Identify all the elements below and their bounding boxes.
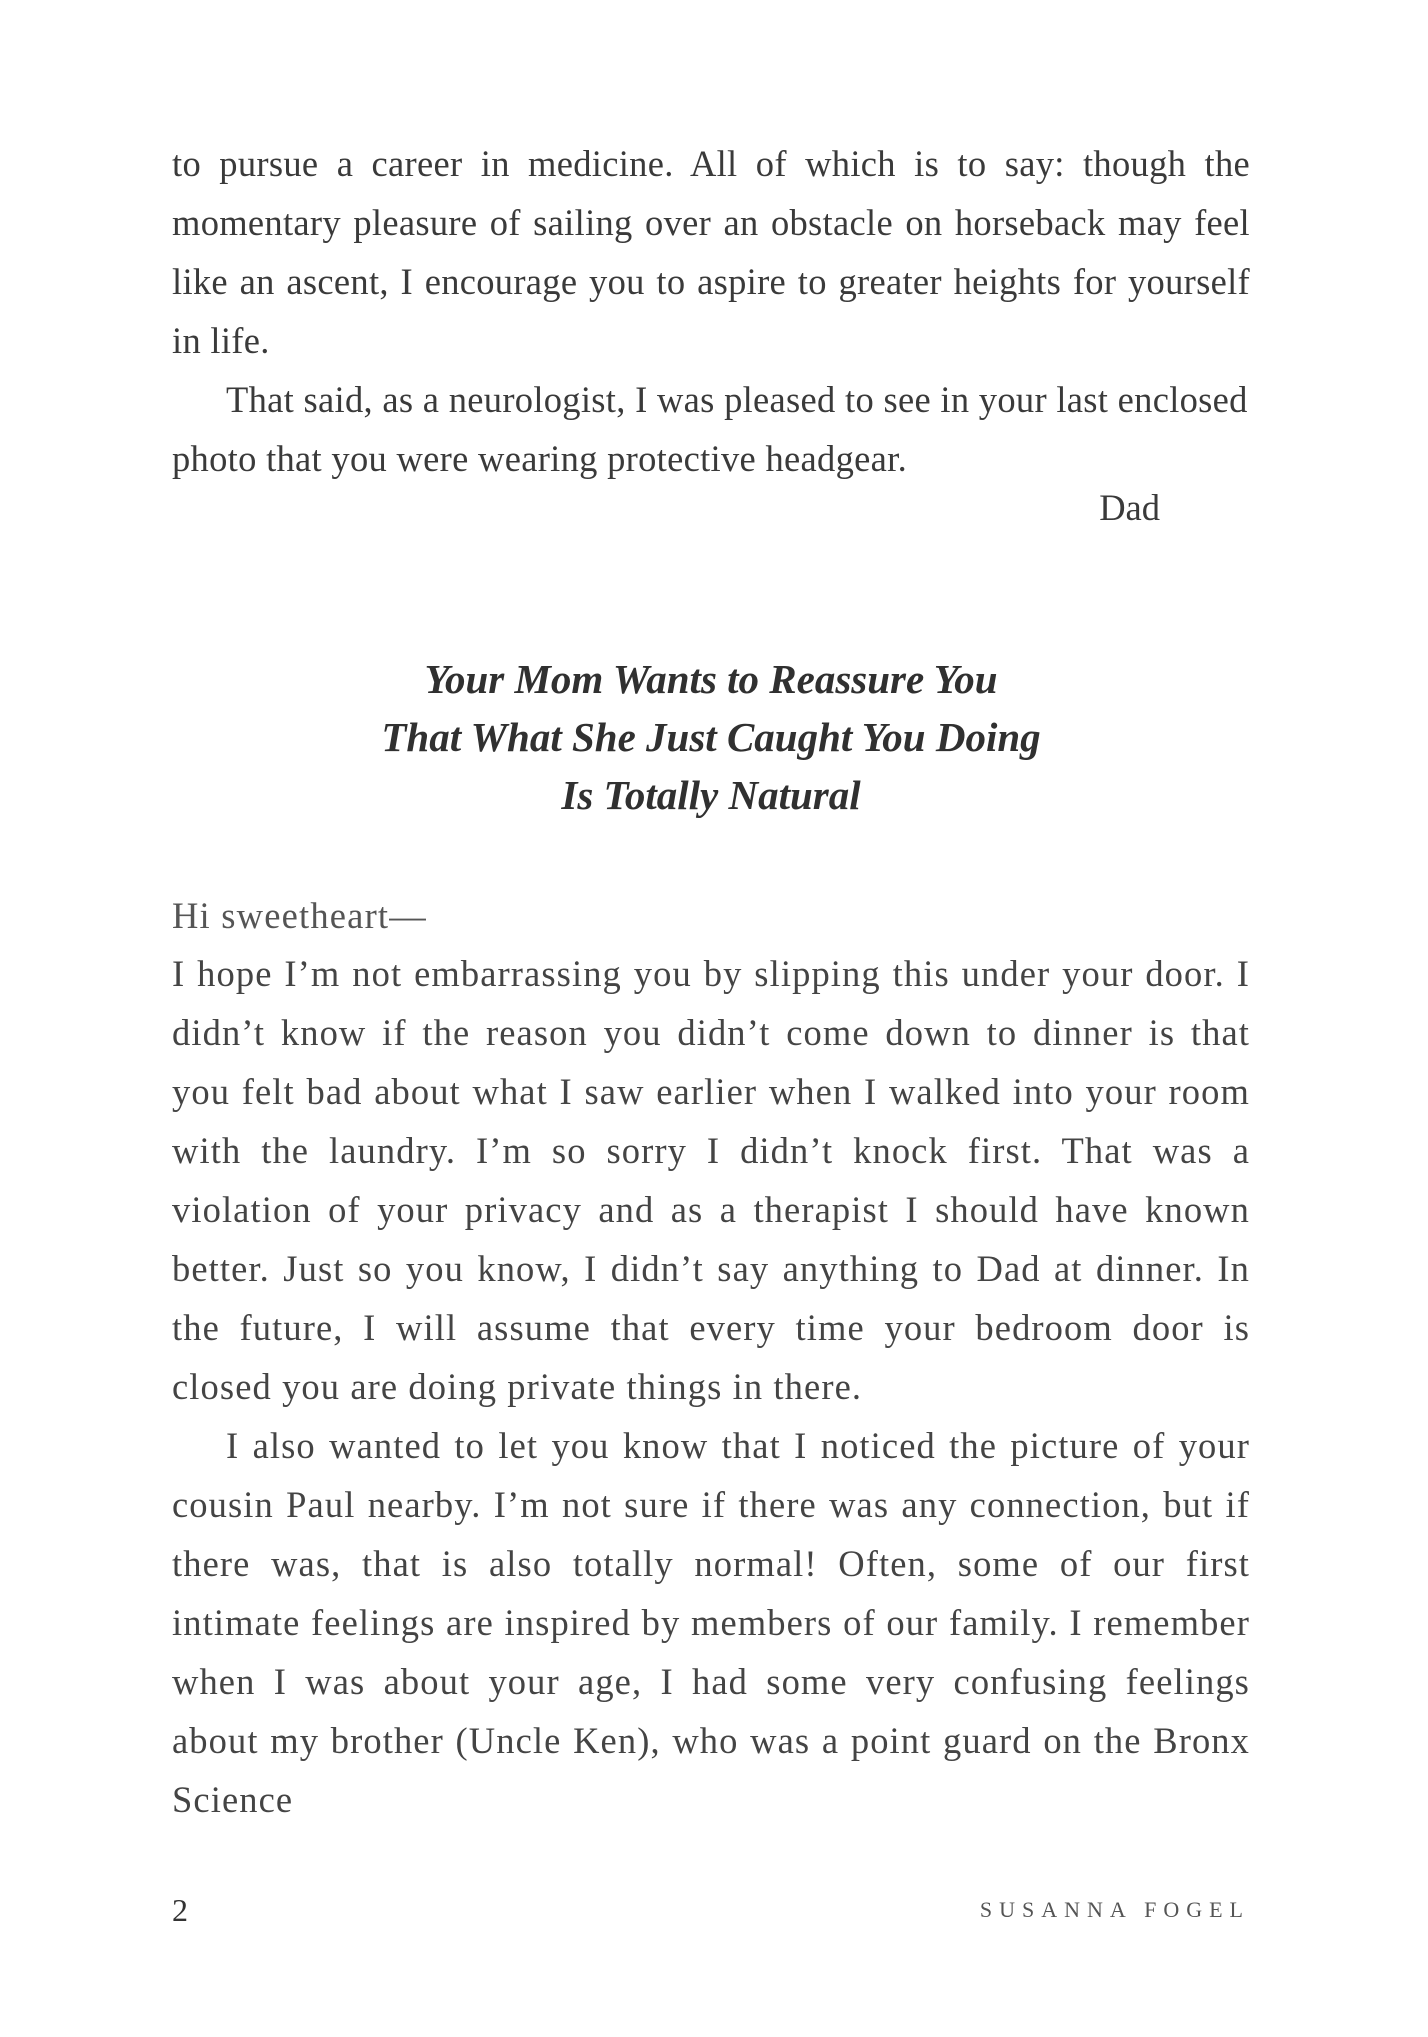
section-heading-line-2: That What She Just Caught You Doing — [381, 714, 1041, 760]
letter-two-salutation: Hi sweetheart— — [172, 895, 427, 936]
letter-one-signature: Dad — [1099, 487, 1160, 528]
letter-one-body — [172, 134, 1250, 488]
running-footer-author: SUSANNA FOGEL — [979, 1897, 1250, 1922]
section-heading-line-3: Is Totally Natural — [561, 772, 861, 818]
letter-two-paragraph-2: I also wanted to let you know that I noticed the picture of your cousin Paul nearby. I’m not sure if there was any connection, but if there was, that is also totally normal! Often, some of our first intimate feelings are inspired by members of our family. I remember when I was about your age, I had some very confusing feelings about my brother (Uncle Ken), who was a point guard on the Bronx Science — [172, 1425, 1250, 1820]
letter-one-paragraph-1: to pursue a career in medicine. All of which is to say: though the momentary pleasure of sailing over an obstacle on horseback may feel like an ascent, I encourage you to aspire to greater heights for yourself in life. — [172, 143, 1250, 361]
letter-one-paragraph-2: That said, as a neurologist, I was pleased to see in your last enclosed photo that you were wearing protective headgear. — [172, 379, 1248, 479]
page-footer — [172, 1890, 1250, 1930]
page-number: 2 — [172, 1892, 188, 1928]
section-heading — [172, 650, 1250, 824]
section-heading-line-1: Your Mom Wants to Reassure You — [424, 656, 998, 702]
letter-two-paragraph-1: I hope I’m not embarrassing you by slipping this under your door. I didn’t know if the reason you didn’t come down to dinner is that you felt bad about what I saw earlier when I walked into your room with the laundry. I’m so sorry I didn’t knock first. That was a violation of your privacy and as a therapist I should have known better. Just so you know, I didn’t say anything to Dad at dinner. In the future, I will assume that every time your bedroom door is closed you are doing private things in there. — [172, 953, 1250, 1407]
letter-two-body — [172, 944, 1250, 1829]
